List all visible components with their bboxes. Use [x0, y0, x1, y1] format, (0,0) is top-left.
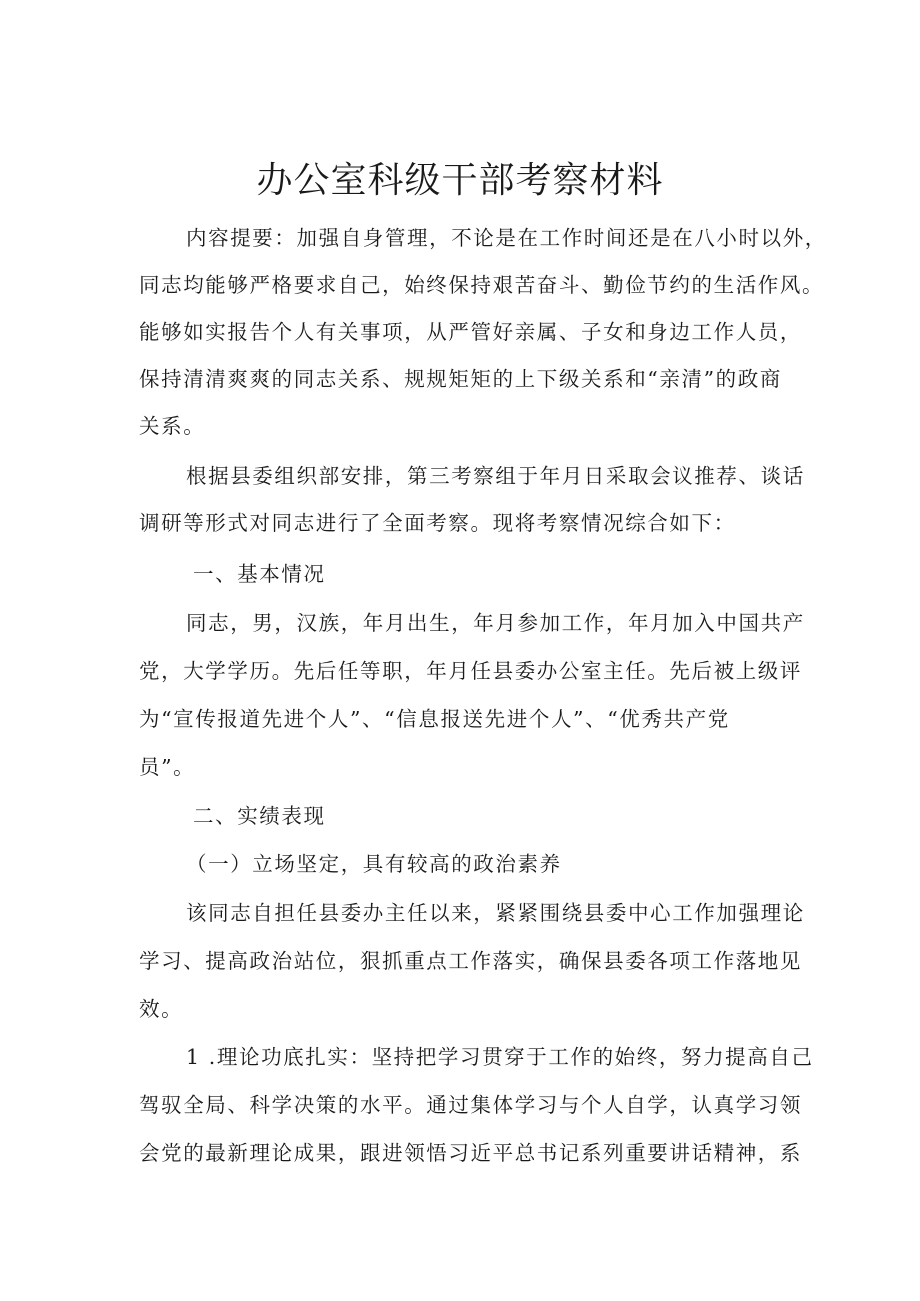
body-line: 效。	[139, 997, 184, 1021]
section-heading-basic-info: 一、基本情况	[193, 562, 326, 586]
body-line: 会党的最新理论成果，跟进领悟习近平总书记系列重要讲话精神，系	[139, 1141, 802, 1165]
summary-line: 能够如实报告个人有关事项，从严管好亲属、子女和身边工作人员，	[139, 320, 802, 344]
body-line: 同志，男，汉族，年月出生，年月参加工作，年月加入中国共产	[186, 611, 805, 635]
subsection-heading: （一）立场坚定，具有较高的政治素养	[186, 852, 562, 876]
body-line: 驾驭全局、科学决策的水平。通过集体学习与个人自学，认真学习领	[139, 1093, 802, 1117]
body-line: 党，大学学历。先后任等职，年月任县委办公室主任。先后被上级评	[139, 659, 802, 683]
body-line: 为“宣传报道先进个人”、“信息报送先进个人”、“优秀共产党	[139, 707, 730, 731]
body-line: 学习、提高政治站位，狠抓重点工作落实，确保县委各项工作落地见	[139, 949, 802, 973]
summary-line: 保持清清爽爽的同志关系、规规矩矩的上下级关系和“亲清”的政商	[139, 367, 782, 391]
body-line: 根据县委组织部安排，第三考察组于年月日采取会议推荐、谈话	[186, 464, 805, 488]
section-heading-performance: 二、实绩表现	[193, 804, 326, 828]
summary-line: 内容提要：加强自身管理，不论是在工作时间还是在八小时以外，	[186, 226, 827, 250]
body-line: 调研等形式对同志进行了全面考察。现将考察情况综合如下：	[139, 511, 736, 535]
body-line: 1 .理论功底扎实：坚持把学习贯穿于工作的始终，努力提高自己	[186, 1045, 814, 1069]
summary-line: 关系。	[139, 414, 206, 438]
summary-line: 同志均能够严格要求自己，始终保持艰苦奋斗、勤俭节约的生活作风。	[139, 273, 825, 297]
document-title: 办公室科级干部考察材料	[256, 160, 664, 201]
body-line: 员”。	[139, 755, 196, 779]
body-line: 该同志自担任县委办主任以来，紧紧围绕县委中心工作加强理论	[186, 901, 805, 925]
